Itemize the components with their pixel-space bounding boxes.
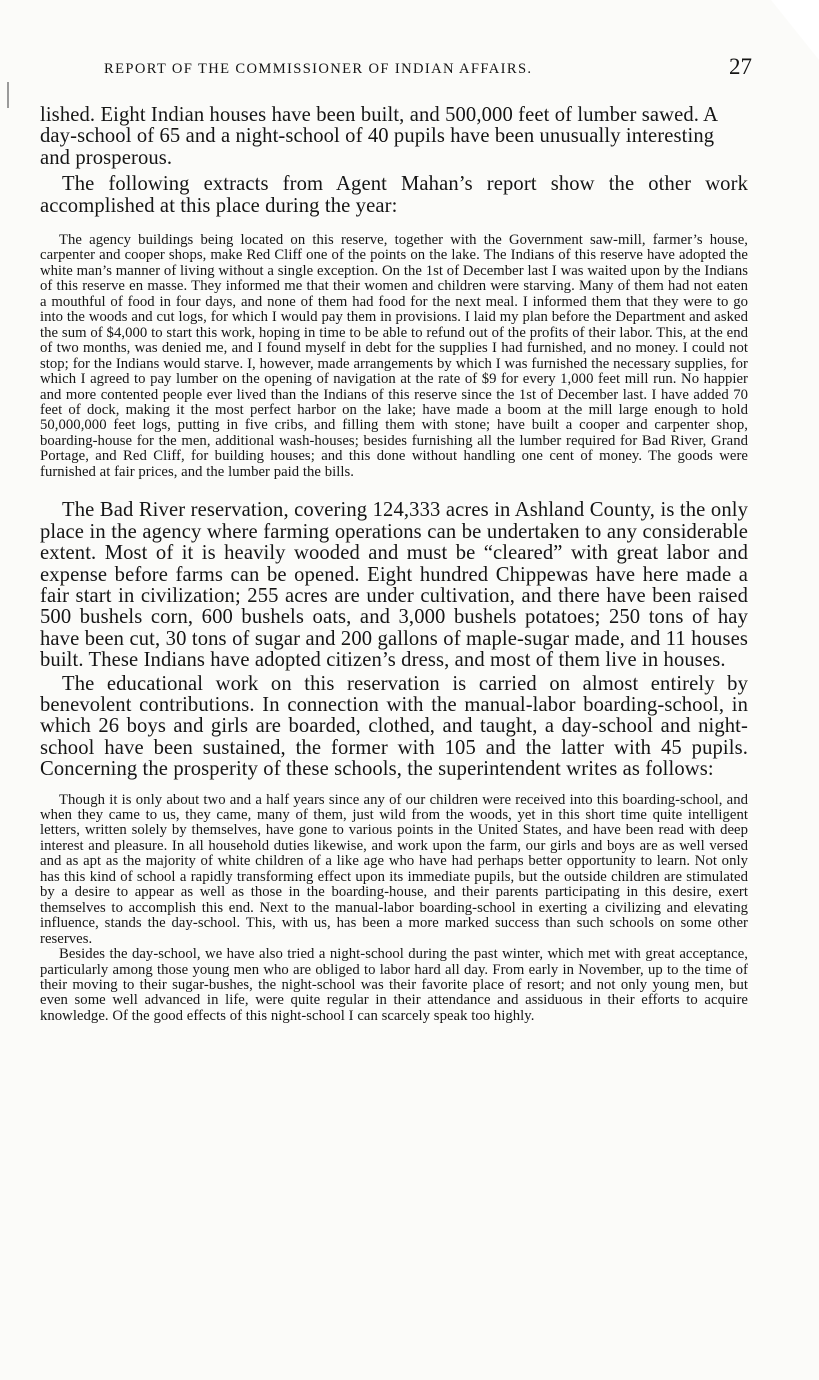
quoted-extract-boarding-school: Though it is only about two and a half years since any of our children were received into this boarding-school, and when they came to us, they came, many of them, just wild from the woods, yet in this short time quite intelligent letters, written solely by themselves, have gone to various points in the United States, and have been read with deep interest and pleasure. In all household duties likewise, and work upon the farm, our girls and boys are as well versed and as apt as the majority of white children of a like age who have had perhaps better opportunity to learn. Not only has this kind of school a rapidly transforming effect upon its immediate pupils, but the outside children are stimulated by a desire to appear as well as those in the boarding-house, and their parents participating in this desire, exert themselves to accomplish this end. Next to the manual-labor boarding-school in exerting a civilizing and elevating influence, stands the day-school. This, with us, has been a more marked success than such schools on some other reserves. (40, 791, 748, 947)
page-number: 27 (729, 54, 752, 79)
quoted-extract-agent-report: The agency buildings being located on this reserve, together with the Government saw-mill, farmer’s house, carpenter and cooper shops, make Red Cliff one of the points on the lake. The Indians of this reserve have adopted the white man’s manner of living without a single exception. On the 1st of December last I was waited upon by the Indians of this reserve en masse. They informed me that their women and children were starving. Many of them had not eaten a mouthful of food in four days, and none of them had food for the next meal. I informed them that they were to go into the woods and cut logs, for which I would pay them in provisions. I laid my plan before the Department and asked the sum of $4,000 to start this work, hoping in time to be able to refund out of the profits of their labor. This, at the end of two months, was denied me, and I found myself in debt for the supplies I had furnished, and no money. I could not stop; for the Indians would starve. I, however, made arrangements by which I was furnished the necessary supplies, for which I agreed to pay lumber on the opening of navigation at the rate of $9 for every 1,000 feet mill run. No happier and more contented people ever lived than the Indians of this reserve since the 1st of December last. I have added 70 feet of dock, making it the most perfect harbor on the lake; have made a boom at the mill large enough to hold 50,000,000 feet logs, putting in five cribs, and filling them with stone; have built a cooper and carpenter shop, boarding-house for the men, additional wash-houses; besides furnishing all the lumber required for Bad River, Grand Portage, and Red Cliff, for building houses; and this done without handling one cent of money. The goods were furnished at fair prices, and the lumber paid the bills. (40, 232, 748, 480)
running-title: REPORT OF THE COMMISSIONER OF INDIAN AFFAIRS. (104, 61, 533, 77)
paragraph-educational-work: The educational work on this reservation is carried on almost entirely by benevolent contributions. In connection with the manual-labor boarding-school, in which 26 boys and girls are boarded, clothed, and taught, a day-school and night-school have been sustained, the former with 105 and the latter with 45 pupils. Concerning the prosperity of these schools, the superintendent writes as follows: (40, 672, 748, 781)
torn-page-corner (771, 0, 819, 60)
quoted-extract-night-school: Besides the day-school, we have also tried a night-school during the past winter, which met with great acceptance, particularly among those young men who are obliged to labor hard all day. From early in November, up to the time of their moving to their sugar-bushes, the night-school was their favorite place of resort; and not only young men, but even some well advanced in life, were quite regular in their attendance and assiduous in their efforts to acquire knowledge. Of the good effects of this night-school I can scarcely speak too highly. (40, 946, 748, 1024)
margin-mark (7, 82, 9, 108)
page-header (104, 54, 752, 82)
paragraph-bad-river: The Bad River reservation, covering 124,333 acres in Ashland County, is the only place in the agency where farming operations can be undertaken to any considerable extent. Most of it is heavily wooded and must be “cleared” with great labor and expense before farms can be opened. Eight hundred Chippewas have here made a fair start in civilization; 255 acres are under cultivation, and there have been raised 500 bushels corn, 600 bushels oats, and 3,000 bushels potatoes; 250 tons of hay have been cut, 30 tons of sugar and 200 gallons of maple-sugar made, and 11 houses built. These Indians have adopted citizen’s dress, and most of them live in houses. (40, 499, 748, 672)
paragraph-intro-extracts: The following extracts from Agent Mahan’s report show the other work accomplished at this place during the year: (40, 173, 748, 217)
paragraph-continuation: lished. Eight Indian houses have been built, and 500,000 feet of lumber sawed. A day-school of 65 and a night-school of 40 pupils have been unusually interesting and prosperous. (40, 104, 718, 169)
page-body (40, 105, 748, 1024)
